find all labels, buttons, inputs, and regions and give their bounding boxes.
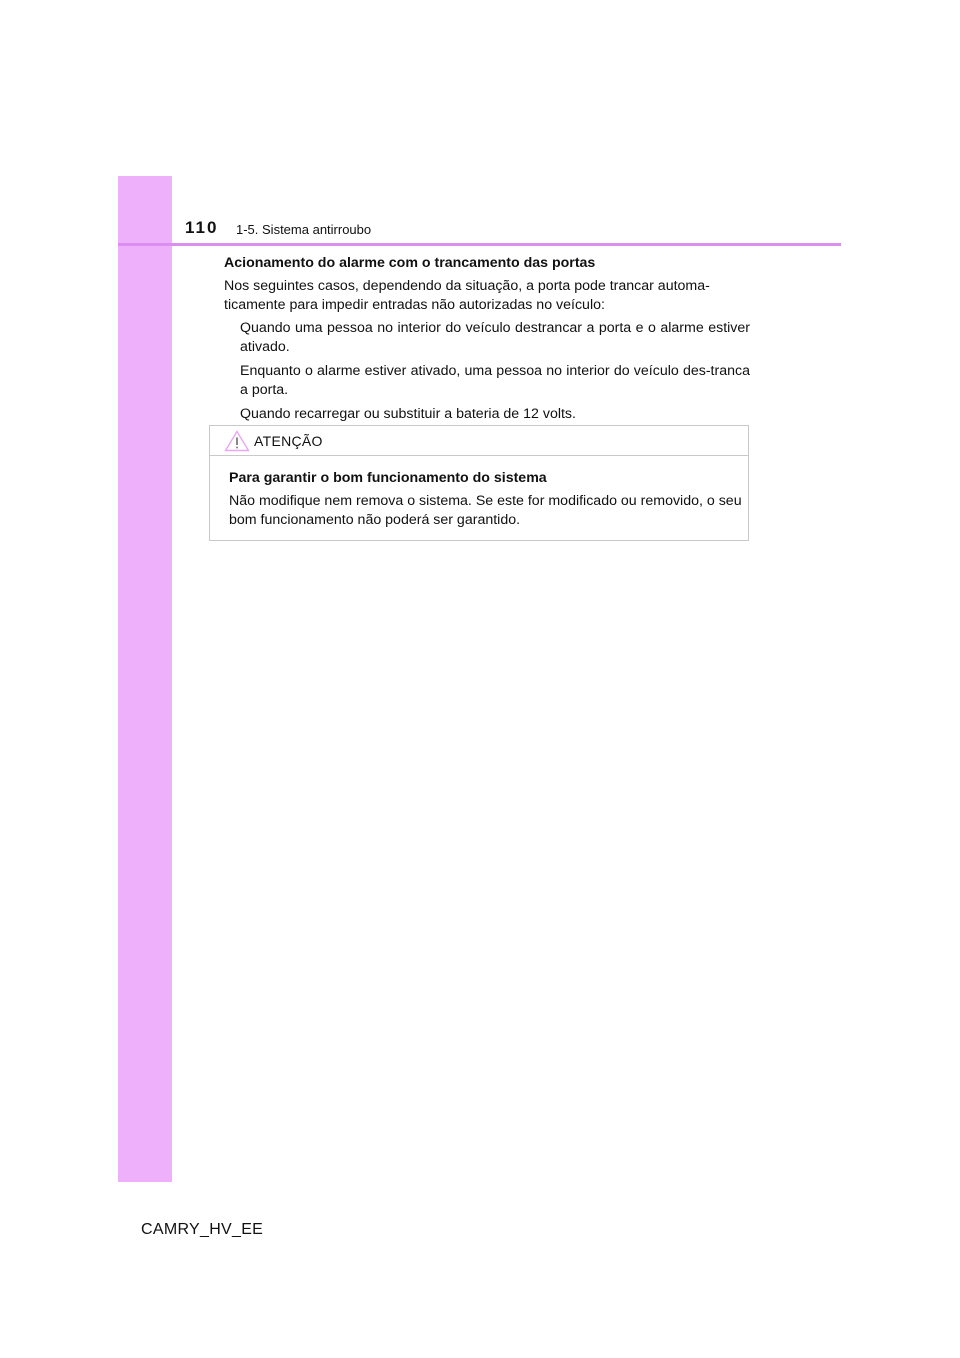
footer-code: CAMRY_HV_EE: [141, 1221, 264, 1238]
list-item: Enquanto o alarme estiver ativado, uma pessoa no interior do veículo des-tranca a porta.: [240, 363, 750, 398]
caution-heading: Para garantir o bom funcionamento do sistema: [229, 470, 547, 486]
list-item: Quando uma pessoa no interior do veículo destrancar a porta e o alarme estiver ativado.: [240, 320, 750, 355]
section-heading: Acionamento do alarme com o trancamento das portas: [224, 255, 596, 271]
caution-title: ATENÇÃO: [254, 433, 323, 449]
caution-header: [210, 426, 748, 456]
warning-triangle-icon: [224, 430, 250, 452]
header-divider: [118, 243, 841, 246]
main-content: [224, 254, 750, 429]
list-item: Quando recarregar ou substituir a bateria de 12 volts.: [240, 406, 576, 422]
caution-text: Não modifique nem remova o sistema. Se este for modificado ou removido, o seu bom funcionamento não poderá ser garantido.: [229, 493, 742, 528]
intro-paragraph: Nos seguintes casos, dependendo da situação, a porta pode trancar automa-ticamente para impedir entradas não autorizadas no veículo:: [224, 278, 710, 313]
caution-body: [229, 469, 743, 530]
caution-box: [209, 425, 749, 541]
side-tab-bar: [118, 176, 172, 1182]
bullet-list: [224, 319, 750, 424]
section-title: 1-5. Sistema antirroubo: [236, 222, 372, 237]
page-number: 110: [185, 218, 219, 237]
